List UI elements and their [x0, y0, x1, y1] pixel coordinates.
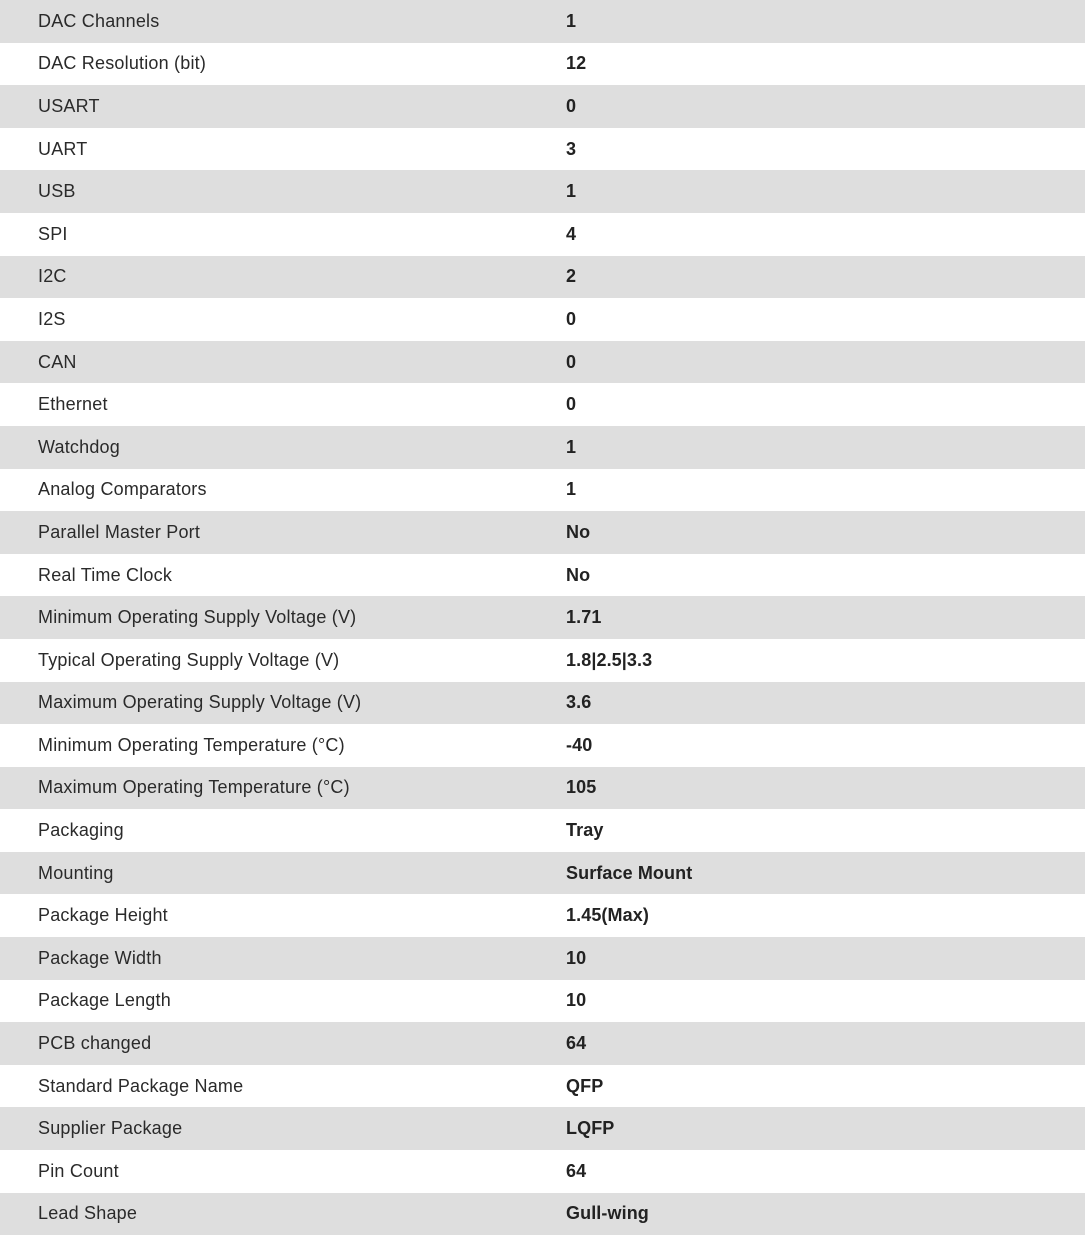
spec-row: [0, 469, 1085, 512]
spec-label: Real Time Clock: [38, 564, 173, 585]
spec-row: [0, 639, 1085, 682]
spec-row: [0, 256, 1085, 299]
spec-label: DAC Channels: [38, 10, 160, 31]
spec-value: QFP: [566, 1075, 604, 1096]
spec-value: No: [566, 564, 591, 585]
spec-label: PCB changed: [38, 1033, 152, 1054]
spec-value: 4: [566, 223, 577, 244]
spec-value: 12: [566, 53, 587, 74]
spec-label: Analog Comparators: [38, 479, 207, 500]
spec-label: DAC Resolution (bit): [38, 53, 207, 74]
spec-row: [0, 341, 1085, 384]
spec-value: 10: [566, 947, 587, 968]
spec-value: 64: [566, 1033, 587, 1054]
spec-value: 64: [566, 1160, 587, 1181]
spec-value: 1.71: [566, 607, 602, 628]
spec-label: Ethernet: [38, 394, 108, 415]
spec-value: 3.6: [566, 692, 592, 713]
spec-label: SPI: [38, 223, 68, 244]
spec-value: 1: [566, 10, 577, 31]
spec-row: [0, 852, 1085, 895]
spec-row: [0, 1193, 1085, 1235]
spec-row: [0, 682, 1085, 725]
spec-row: [0, 724, 1085, 767]
spec-value: Surface Mount: [566, 862, 693, 883]
spec-value: No: [566, 521, 591, 542]
spec-row: [0, 809, 1085, 852]
spec-value: 1.8|2.5|3.3: [566, 649, 653, 670]
spec-label: USB: [38, 181, 76, 202]
spec-label: I2S: [38, 308, 66, 329]
spec-label: Mounting: [38, 862, 114, 883]
spec-row: [0, 1107, 1085, 1150]
spec-row: [0, 383, 1085, 426]
spec-label: CAN: [38, 351, 77, 372]
spec-row: [0, 1065, 1085, 1108]
spec-label: USART: [38, 95, 100, 116]
spec-label: Lead Shape: [38, 1203, 138, 1224]
spec-value: 1: [566, 479, 577, 500]
spec-row: [0, 980, 1085, 1023]
spec-label: Packaging: [38, 820, 124, 841]
spec-label: Watchdog: [38, 436, 120, 457]
spec-label: Pin Count: [38, 1160, 119, 1181]
spec-row: [0, 298, 1085, 341]
spec-value: -40: [566, 734, 593, 755]
spec-label: Parallel Master Port: [38, 521, 201, 542]
spec-label: Maximum Operating Temperature (°C): [38, 777, 350, 798]
spec-value: LQFP: [566, 1118, 615, 1139]
spec-label: Supplier Package: [38, 1118, 183, 1139]
spec-value: 1: [566, 436, 577, 457]
spec-value: 10: [566, 990, 587, 1011]
spec-label: Maximum Operating Supply Voltage (V): [38, 692, 362, 713]
spec-label: UART: [38, 138, 88, 159]
spec-row: [0, 511, 1085, 554]
spec-row: [0, 213, 1085, 256]
spec-row: [0, 767, 1085, 810]
spec-row: [0, 937, 1085, 980]
spec-value: Gull-wing: [566, 1203, 649, 1224]
spec-value: 1: [566, 181, 577, 202]
spec-row: [0, 894, 1085, 937]
spec-row: [0, 596, 1085, 639]
spec-row: [0, 1022, 1085, 1065]
spec-label: Package Length: [38, 990, 171, 1011]
spec-row: [0, 43, 1085, 86]
spec-label: Standard Package Name: [38, 1075, 244, 1096]
spec-value: 105: [566, 777, 597, 798]
spec-value: 0: [566, 308, 577, 329]
spec-value: Tray: [566, 820, 604, 841]
spec-row: [0, 128, 1085, 171]
spec-value: 2: [566, 266, 577, 287]
spec-value: 0: [566, 394, 577, 415]
spec-value: 0: [566, 351, 577, 372]
spec-row: [0, 1150, 1085, 1193]
spec-label: Package Width: [38, 947, 162, 968]
spec-row: [0, 426, 1085, 469]
spec-label: Typical Operating Supply Voltage (V): [38, 649, 340, 670]
spec-label: I2C: [38, 266, 67, 287]
spec-row: [0, 170, 1085, 213]
spec-value: 3: [566, 138, 577, 159]
spec-row: [0, 85, 1085, 128]
spec-value: 1.45(Max): [566, 905, 649, 926]
spec-label: Minimum Operating Supply Voltage (V): [38, 607, 357, 628]
spec-value: 0: [566, 95, 577, 116]
spec-row: [0, 0, 1085, 43]
spec-row: [0, 554, 1085, 597]
spec-label: Package Height: [38, 905, 168, 926]
spec-label: Minimum Operating Temperature (°C): [38, 734, 345, 755]
